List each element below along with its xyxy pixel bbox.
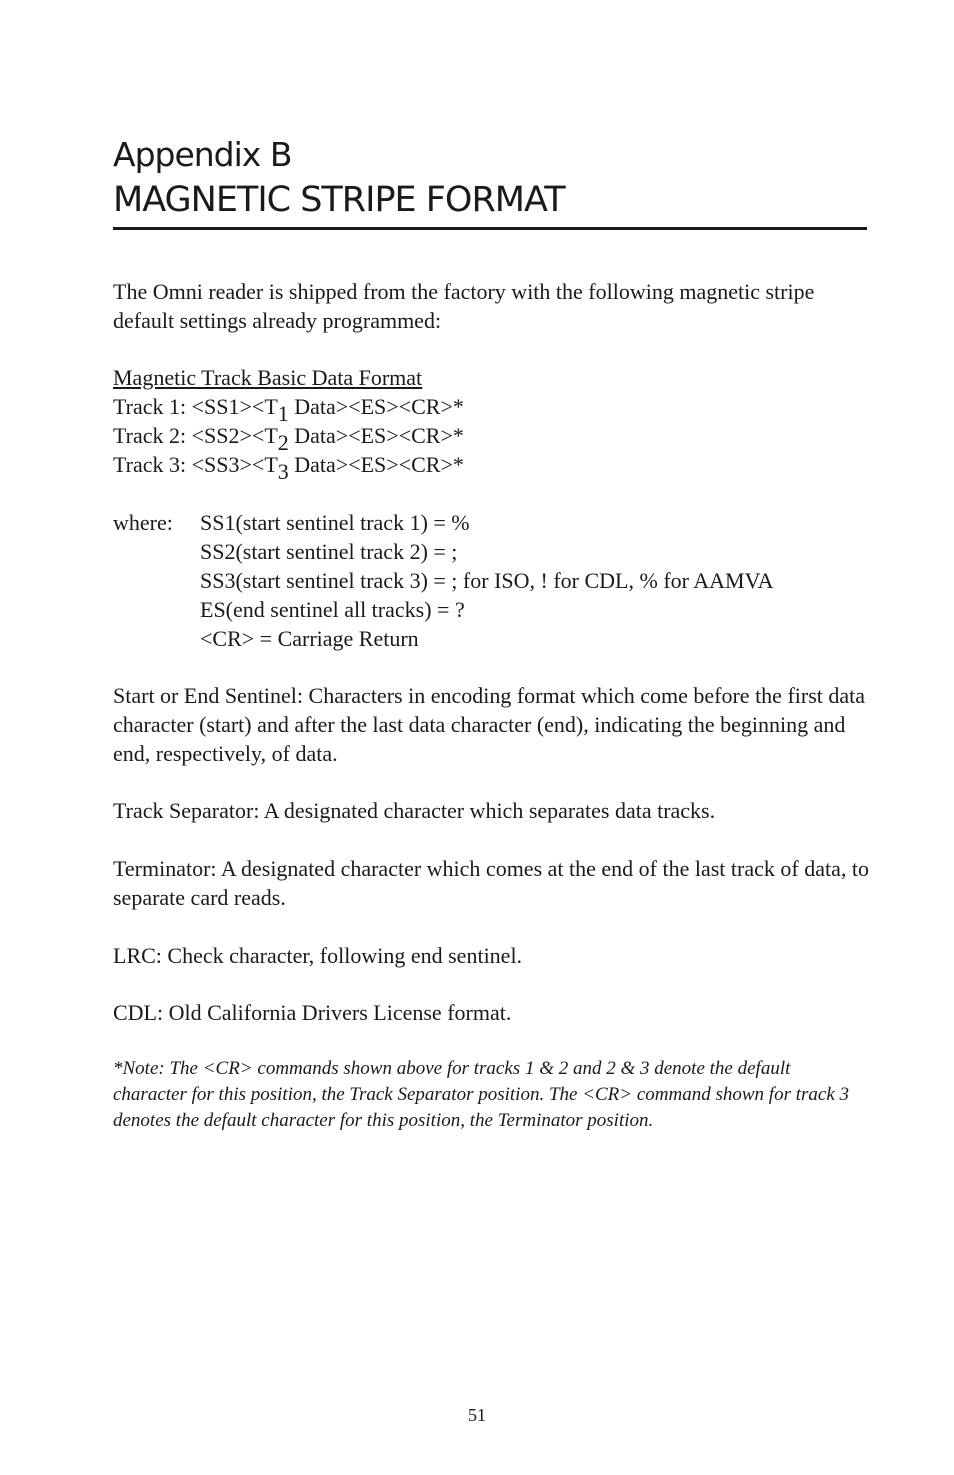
terminator-paragraph [113,854,873,912]
track-line-2 [113,421,873,455]
track-3-suffix: Data><ES><CR>* [288,452,464,477]
track-1-prefix: Track 1: <SS1><T [113,394,278,419]
page-number: 51 [468,1405,486,1425]
sentinel-text: Start or End Sentinel: Characters in encoding format which come before the first data character (start) and after the last data character (end), indicating the beginning and end, respectively, of data. [113,683,866,766]
track-2-suffix: Data><ES><CR>* [288,423,464,448]
cdl-text: CDL: Old California Drivers License format. [113,1000,512,1025]
definition-cr: <CR> = Carriage Return [200,626,419,651]
where-row [113,508,873,653]
page-title: MAGNETIC STRIPE FORMAT [113,180,565,220]
track-line-1 [113,392,873,426]
track-2-subscript: 2 [277,430,289,455]
track-1-suffix: Data><ES><CR>* [288,394,464,419]
track-2-prefix: Track 2: <SS2><T [113,423,278,448]
where-definitions [113,508,873,653]
format-section [113,363,873,484]
where-definition-list [200,508,873,653]
definition-ss2: SS2(start sentinel track 2) = ; [200,539,458,564]
intro-paragraph [113,277,873,335]
intro-text: The Omni reader is shipped from the factory with the following magnetic stripe default settings already programmed: [113,279,815,333]
definition-ss1: SS1(start sentinel track 1) = % [200,510,470,535]
definition-ss3: SS3(start sentinel track 3) = ; for ISO, ! for CDL, % for AAMVA [200,568,774,593]
track-3-subscript: 3 [277,459,289,484]
definition-es: ES(end sentinel all tracks) = ? [200,597,465,622]
lrc-text: LRC: Check character, following end sentinel. [113,943,523,968]
track-separator-text: Track Separator: A designated character which separates data tracks. [113,798,716,823]
track-separator-paragraph [113,796,873,825]
track-3-prefix: Track 3: <SS3><T [113,452,278,477]
cdl-paragraph [113,998,873,1027]
terminator-text: Terminator: A designated character which comes at the end of the last track of data, to separate card reads. [113,856,869,910]
track-line-3 [113,450,873,484]
heading-block [113,133,867,223]
lrc-paragraph [113,941,873,970]
where-label: where: [113,510,173,535]
appendix-label: Appendix B [113,135,292,174]
track-1-subscript: 1 [277,401,289,426]
format-heading: Magnetic Track Basic Data Format [113,365,423,390]
footnote [113,1056,863,1134]
title-divider [113,227,867,230]
footnote-text: *Note: The <CR> commands shown above for tracks 1 & 2 and 2 & 3 denote the default character for this position, the Track Separator position. The <CR> command shown for track 3 denotes the default character for this position, the Terminator position. [113,1058,850,1131]
sentinel-paragraph [113,681,873,768]
